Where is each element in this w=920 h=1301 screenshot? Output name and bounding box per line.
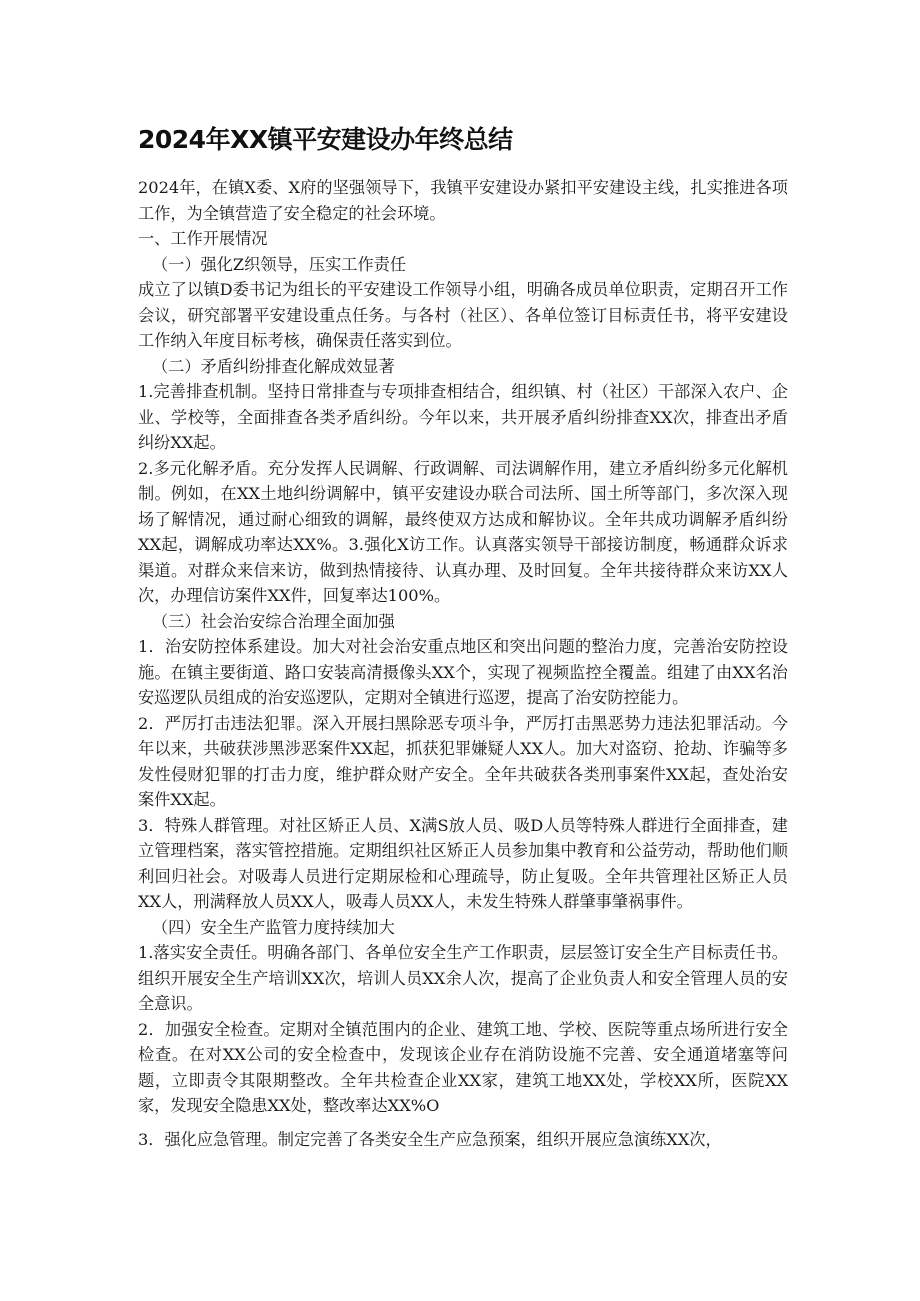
subsection-heading: （三）社会治安综合治理全面加强 (152, 611, 395, 631)
body-paragraph: 1.落实安全责任。明确各部门、各单位安全生产工作职责，层层签订安全生产目标责任书。组织开展安全生产培训XX次，培训人员XX余人次，提高了企业负责人和安全管理人员的安全意识。 (138, 943, 788, 1013)
body-paragraph: 2．加强安全检查。定期对全镇范围内的企业、建筑工地、学校、医院等重点场所进行安全检查。在对XX公司的安全检查中，发现该企业存在消防设施不完善、安全通道堵塞等问题，立即责令其限期整改。全年共检查企业XX家，建筑工地XX处，学校XX所，医院XX家，发现安全隐患XX处，整改率达XX%O (138, 1019, 788, 1115)
body-paragraph: 3．强化应急管理。制定完善了各类安全生产应急预案，组织开展应急演练XX次， (138, 1129, 722, 1149)
body-paragraph: 3．特殊人群管理。对社区矫正人员、X满S放人员、吸D人员等特殊人群进行全面排查，建立管理档案，落实管控措施。定期组织社区矫正人员参加集中教育和公益劳动，帮助他们顺利回归社会。对吸毒人员进行定期尿检和心理疏导，防止复吸。全年共管理社区矫正人员XX人，刑满释放人员XX人，吸毒人员XX人，未发生特殊人群肇事肇祸事件。 (138, 815, 788, 911)
document-body (138, 175, 788, 1152)
document-title: 2024年XX镇平安建设办年终总结 (138, 125, 513, 154)
body-paragraph: 1．治安防控体系建设。加大对社会治安重点地区和突出问题的整治力度，完善治安防控设施。在镇主要街道、路口安装高清摄像头XX个，实现了视频监控全覆盖。组建了由XX名治安巡逻队员组成的治安巡逻队，定期对全镇进行巡逻，提高了治安防控能力。 (138, 637, 788, 707)
body-paragraph: 成立了以镇D委书记为组长的平安建设工作领导小组，明确各成员单位职责，定期召开工作会议，研究部署平安建设重点任务。与各村（社区）、各单位签订目标责任书，将平安建设工作纳入年度目标考核，确保责任落实到位。 (138, 280, 788, 350)
intro-paragraph: 2024年，在镇X委、X府的坚强领导下，我镇平安建设办紧扣平安建设主线，扎实推进各项工作，为全镇营造了安全稳定的社会环境。 (138, 178, 788, 223)
section-heading: 一、工作开展情况 (138, 229, 268, 248)
subsection-heading: （二）矛盾纠纷排查化解成效显著 (152, 356, 395, 376)
body-paragraph: 2.多元化解矛盾。充分发挥人民调解、行政调解、司法调解作用，建立矛盾纠纷多元化解机制。例如，在XX土地纠纷调解中，镇平安建设办联合司法所、国土所等部门，多次深入现场了解情况，通过耐心细致的调解，最终使双方达成和解协议。全年共成功调解矛盾纠纷XX起，调解成功率达XX%。3.强化X访工作。认真落实领导干部接访制度，畅通群众诉求渠道。对群众来信来访，做到热情接待、认真办理、及时回复。全年共接待群众来访XX人次，办理信访案件XX件，回复率达100%。 (138, 458, 788, 605)
subsection-heading: （一）强化Z织领导，压实工作责任 (152, 254, 407, 274)
paragraph-gap (138, 1119, 788, 1127)
body-paragraph: 1.完善排查机制。坚持日常排查与专项排查相结合，组织镇、村（社区）干部深入农户、企业、学校等，全面排查各类矛盾纠纷。今年以来，共开展矛盾纠纷排查XX次，排查出矛盾纠纷XX起。 (138, 382, 788, 452)
body-paragraph: 2．严厉打击违法犯罪。深入开展扫黑除恶专项斗争，严厉打击黑恶势力违法犯罪活动。今年以来，共破获涉黑涉恶案件XX起，抓获犯罪嫌疑人XX人。加大对盗窃、抢劫、诈骗等多发性侵财犯罪的打击力度，维护群众财产安全。全年共破获各类刑事案件XX起，查处治安案件XX起。 (138, 713, 788, 809)
subsection-heading: （四）安全生产监管力度持续加大 (152, 917, 395, 937)
